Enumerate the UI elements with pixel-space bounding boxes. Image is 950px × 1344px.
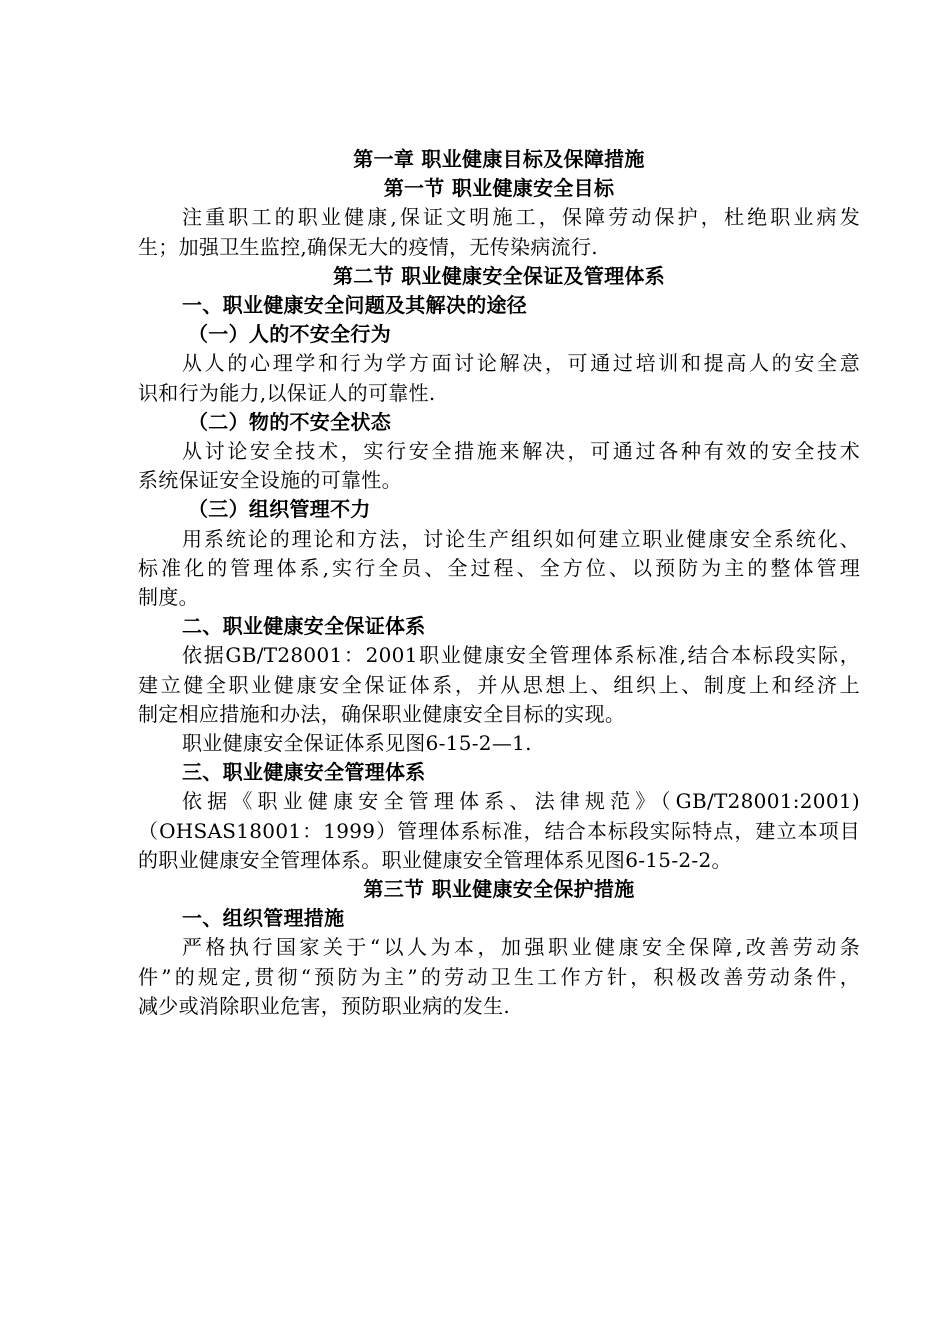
section-1-paragraph-line: 生；加强卫生监控,确保无大的疫情，无传染病流行. bbox=[138, 234, 598, 259]
paragraph-line: 从讨论安全技术，实行安全措施来解决，可通过各种有效的安全技术 bbox=[182, 439, 860, 464]
paragraph-line: 系统保证安全设施的可靠性。 bbox=[138, 468, 402, 493]
chapter-title: 第一章 职业健康目标及保障措施 bbox=[353, 147, 645, 171]
paragraph-line: 从人的心理学和行为学方面讨论解决，可通过培训和提高人的安全意 bbox=[182, 351, 860, 376]
subheading-unsafe-state: （二）物的不安全状态 bbox=[188, 409, 391, 434]
paragraph-line: 用系统论的理论和方法，讨论生产组织如何建立职业健康安全系统化、 bbox=[182, 526, 860, 551]
paragraph-line: 件”的规定,贯彻“预防为主”的劳动卫生工作方针，积极改善劳动条件， bbox=[138, 964, 860, 989]
paragraph-line: 识和行为能力,以保证人的可靠性. bbox=[138, 380, 436, 405]
paragraph-line: 减少或消除职业危害，预防职业病的发生. bbox=[138, 993, 511, 1018]
section-3-title: 第三节 职业健康安全保护措施 bbox=[363, 877, 635, 902]
paragraph-line: 标准化的管理体系,实行全员、全过程、全方位、以预防为主的整体管理 bbox=[138, 555, 860, 580]
paragraph-line: 建立健全职业健康安全保证体系，并从思想上、组织上、制度上和经济上 bbox=[138, 672, 860, 697]
paragraph-line: 职业健康安全保证体系见图6-15-2—1. bbox=[182, 731, 532, 756]
heading-assurance-system: 二、职业健康安全保证体系 bbox=[182, 614, 426, 639]
subheading-management: （三）组织管理不力 bbox=[188, 497, 371, 522]
heading-management-system: 三、职业健康安全管理体系 bbox=[182, 760, 426, 785]
subheading-unsafe-behavior: （一）人的不安全行为 bbox=[188, 322, 391, 347]
section-2-title: 第二节 职业健康安全保证及管理体系 bbox=[332, 263, 666, 288]
paragraph-line: 的职业健康安全管理体系。职业健康安全管理体系见图6-15-2-2。 bbox=[138, 847, 732, 872]
heading-organization-measures: 一、组织管理措施 bbox=[182, 906, 345, 931]
paragraph-line: 依据GB/T28001：2001职业健康安全管理体系标准,结合本标段实际， bbox=[182, 643, 860, 668]
section-1-paragraph-line: 注重职工的职业健康,保证文明施工，保障劳动保护，杜绝职业病发 bbox=[182, 205, 860, 230]
document-page bbox=[138, 145, 860, 1021]
heading-safety-issues: 一、职业健康安全问题及其解决的途径 bbox=[182, 293, 528, 318]
paragraph-line: 依据《职业健康安全管理体系、法律规范》（GB/T28001:2001) bbox=[182, 789, 860, 814]
paragraph-line: 制度。 bbox=[138, 585, 199, 610]
paragraph-line: 严格执行国家关于“以人为本，加强职业健康安全保障,改善劳动条 bbox=[182, 935, 860, 960]
paragraph-line: 制定相应措施和办法，确保职业健康安全目标的实现。 bbox=[138, 701, 626, 726]
section-1-title: 第一节 职业健康安全目标 bbox=[383, 176, 615, 201]
paragraph-line: （OHSAS18001：1999）管理体系标准，结合本标段实际特点，建立本项目 bbox=[138, 818, 860, 843]
